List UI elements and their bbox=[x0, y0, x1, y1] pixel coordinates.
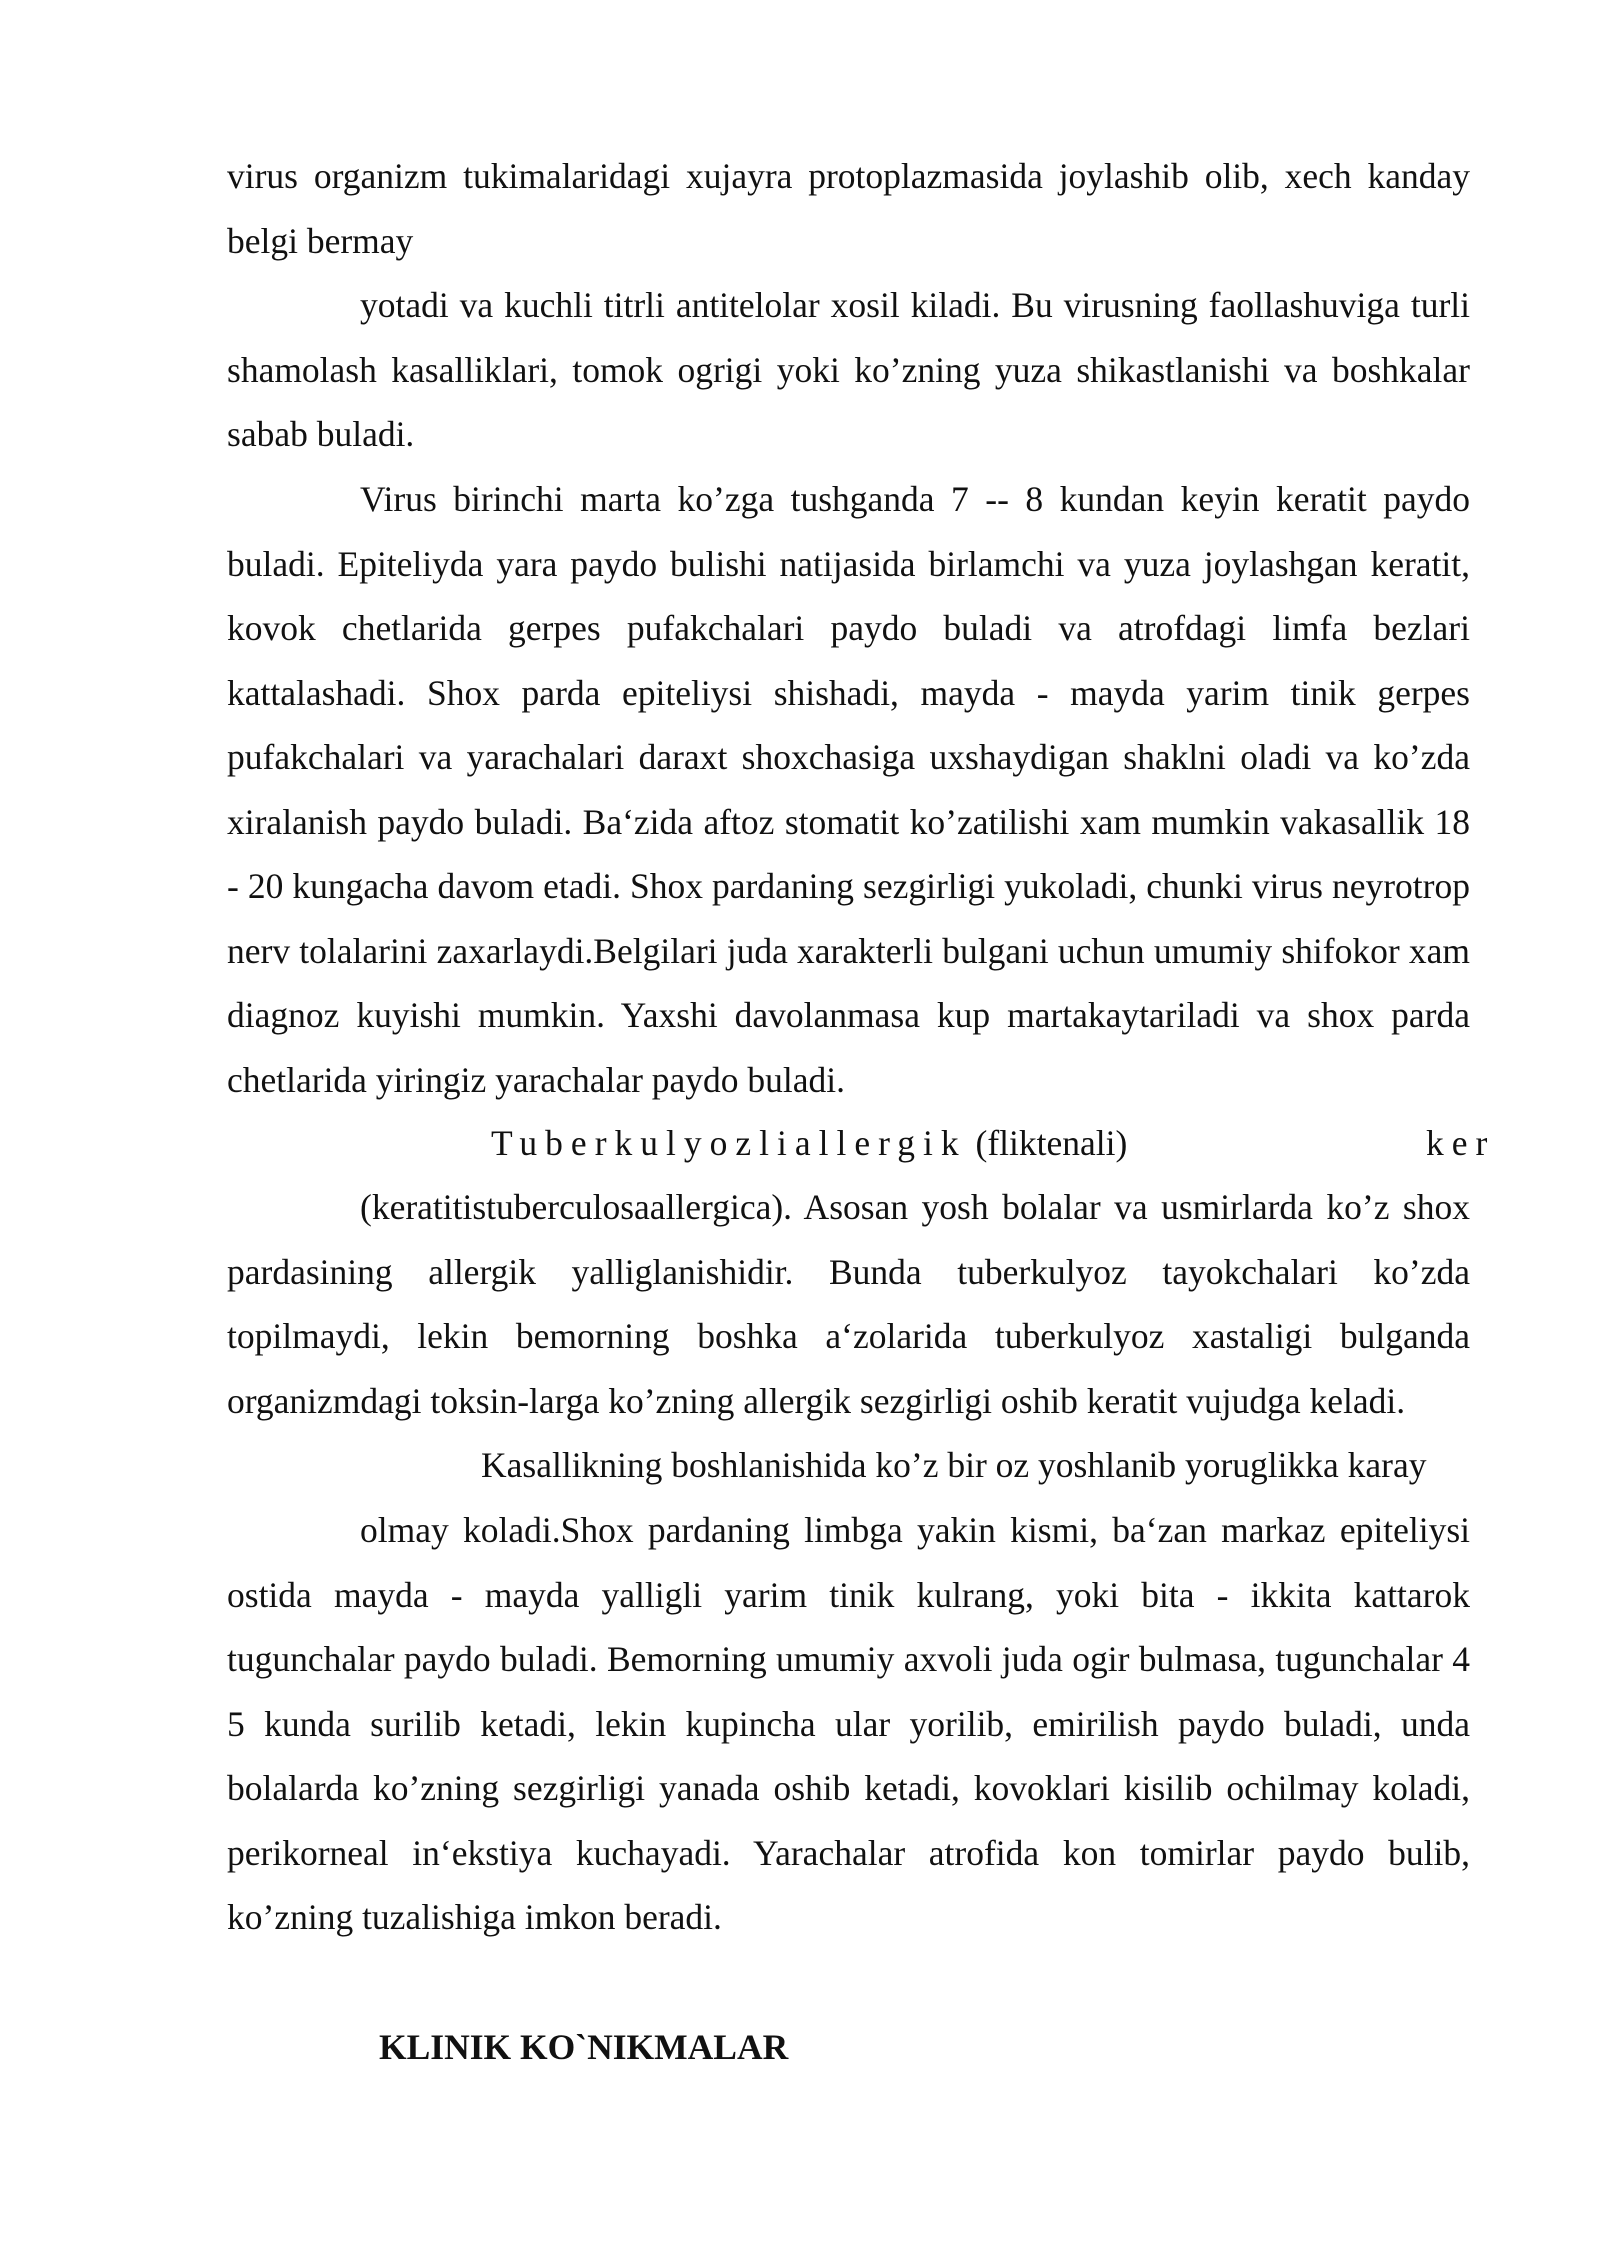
paragraph-nodules: olmay koladi.Shox pardaning limbga yakin kismi, ba‘zan markaz epiteliysi ostida mayda - mayda yalligli yarim tinik kulrang, yoki bita - ikkita kattarok tugunchalar paydo buladi. Bemorning umumiy axvoli juda ogir bulmasa, tugunchalar 4 5 kunda surilib ketadi, lekin kupincha ular yorilib, emirilish paydo buladi, unda bolalarda ko’zning sezgirligi yanada oshib ketadi, kovoklari kisilib ochilmay koladi, perikorneal in‘ekstiya kuchayadi. Yarachalar atrofida kon tomirlar paydo bulib, ko’zning tuzalishiga imkon beradi. bbox=[227, 1510, 1470, 1937]
paragraph-onset-line: Kasallikning boshlanishida ko’z bir oz yoshlanib yoruglikka karay bbox=[481, 1445, 1427, 1485]
section-title-spaced: Tuberkulyozliallergik bbox=[491, 1123, 967, 1163]
section-title-fragment: ker bbox=[1426, 1123, 1496, 1163]
paragraph-tuberculous-keratitis: (keratitistuberculosaallergica). Asosan yosh bolalar va usmirlarda ko’z shox pardasining allergik yalliglanishidir. Bunda tuberkulyoz tayokchalari ko’zda topilmaydi, lekin bemorning boshka a‘zolarida tuberkulyoz xastaligi bulganda organizmdagi toksin-larga ko’zning allergik sezgirligi oshib keratit vujudga keladi. bbox=[227, 1187, 1470, 1421]
paragraph-keratitis-course: Virus birinchi marta ko’zga tushganda 7 -- 8 kundan keyin keratit paydo buladi. Epiteliyda yara paydo bulishi natijasida birlamchi va yuza joylashgan keratit, kovok chetlarida gerpes pufakchalari paydo buladi va atrofdagi limfa bezlari kattalashadi. Shox parda epiteliysi shishadi, mayda - mayda yarim tinik gerpes pufakchalari va yarachalari daraxt shoxchasiga uxshaydigan shaklni oladi va ko’zda xiralanish paydo buladi. Ba‘zida aftoz stomatit ko’zatilishi xam mumkin vakasallik 18 - 20 kungacha davom etadi. Shox pardaning sezgirligi yukoladi, chunki virus neyrotrop nerv tolalarini zaxarlaydi.Belgilari juda xarakterli bulgani uchun umumiy shifokor xam diagnoz kuyishi mumkin. Yaxshi davolanmasa kup martakaytariladi va shox parda chetlarida yiringiz yarachalar paydo buladi. bbox=[227, 479, 1470, 1100]
paragraph-virus-intro: virus organizm tukimalaridagi xujayra protoplazmasida joylashib olib, xech kanday belgi bermay bbox=[227, 156, 1470, 261]
section-heading-clinical-skills: KLINIK KO`NIKMALAR bbox=[379, 2027, 789, 2067]
section-title-line bbox=[491, 1111, 1127, 1176]
paragraph-virus-activation: yotadi va kuchli titrli antitelolar xosil kiladi. Bu virusning faollashuviga turli shamolash kasalliklari, tomok ogrigi yoki ko’zning yuza shikastlanishi va boshkalar sabab buladi. bbox=[227, 285, 1470, 454]
section-title-suffix: (fliktenali) bbox=[975, 1123, 1128, 1163]
